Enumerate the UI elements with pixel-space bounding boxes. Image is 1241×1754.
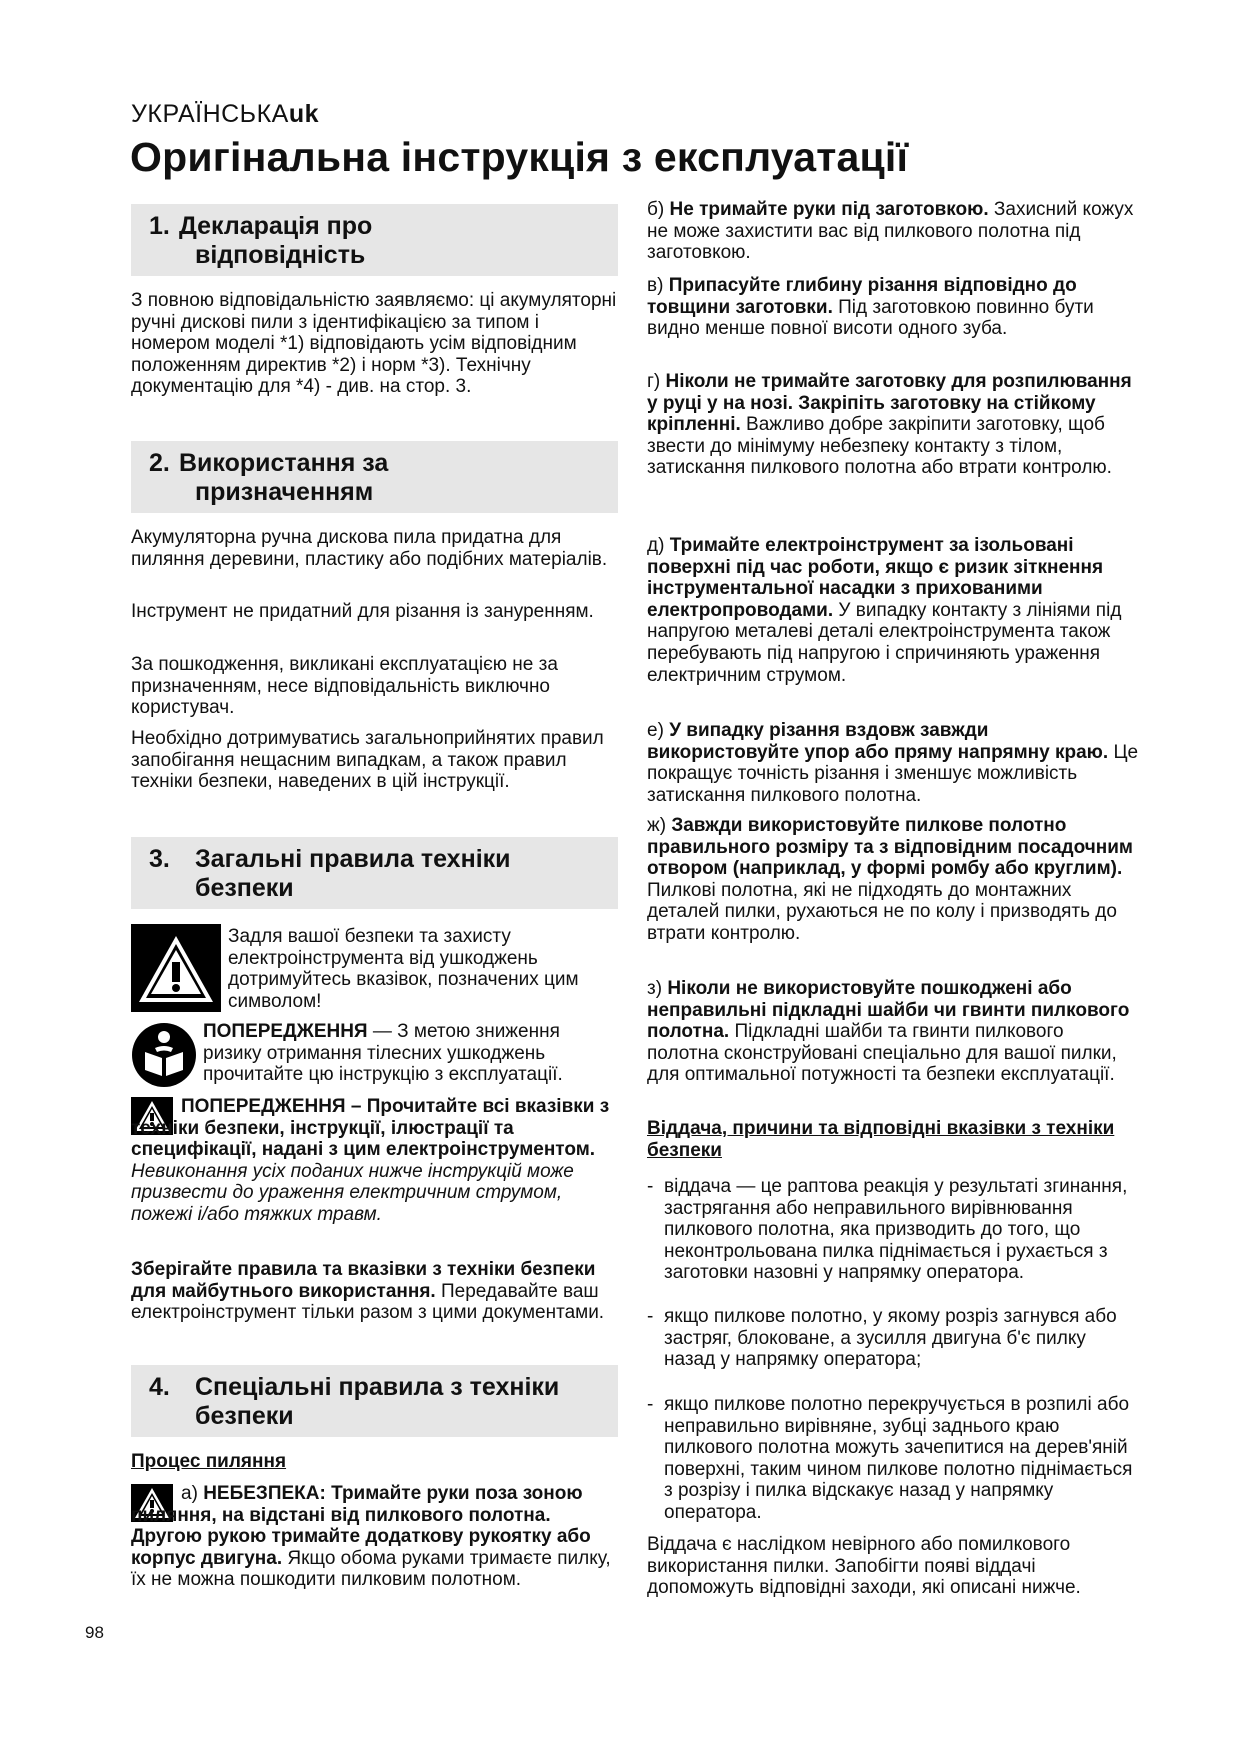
section-2-para-2: Інструмент не придатний для різання із зануренням. — [131, 601, 594, 622]
rule-zh: ж) Завжди використовуйте пилкове полотно правильного розміру та з відповідним посадочним отвором (наприклад, у формі ромбу або круглим). Пилкові полотна, які не підходять до монтажних деталей пилки, рухаються не по колу і призводять до втрати контролю. — [647, 815, 1133, 944]
page-number: 98 — [85, 1623, 104, 1642]
symbol-explanation: Задля вашої безпеки та захисту електроінструмента від ушкоджень дотримуйтесь вказівок, позначених цим символом! — [228, 926, 579, 1012]
read-manual-icon — [131, 1022, 197, 1088]
rule-g: г) Ніколи не тримайте заготовку для розпилювання у руці у на нозі. Закріпіть заготовку на стійкому кріпленні. Важливо добре закріпити заготовку, щоб звести до мінімуму небезпеку контакту з тілом, затискання пилкового полотна або втрати контролю. — [647, 371, 1132, 479]
bullet-3: - якщо пилкове полотно перекручується в розпилі або неправильно вирівняне, зубці заднього краю пилкового полотна можуть зачепитися на дерев'яній поверхні, таким чином пилкове полотно піднімається з розрізу і пилка відскакує назад у напрямку оператора. — [647, 1394, 1133, 1523]
section-4-heading: 4. Спеціальні правила з техніки безпеки — [131, 1365, 618, 1437]
process-heading: Процес пиляння — [131, 1451, 287, 1472]
rule-d: д) Тримайте електроінструмент за ізольовані поверхні під час роботи, якщо є ризик зіткнення інструментальної насадки з прихованими електропроводами. У випадку контакту з лініями під напругою металеві деталі електроінструмента також перебувають під напругою і спричиняють ураження електричним струмом. — [647, 535, 1122, 686]
section-2-para-4: Необхідно дотримуватись загальноприйнятих правил запобігання нещасним випадкам, а також правил техніки безпеки, наведених в цій інструкції. — [131, 728, 604, 793]
rule-e: е) У випадку різання вздовж завжди використовуйте упор або пряму напрямну краю. Це покращує точність різання і зменшує можливість затискання пилкового полотна. — [647, 720, 1139, 806]
warning-read-all: ПОПЕРЕДЖЕННЯ – Прочитайте всі вказівки з техніки безпеки, інструкції, ілюстрації та специфікації, надані з цим електроінструментом. Невиконання усіх поданих нижче інструкцій може призвести до ураження електричним струмом, пожежі і/або тяжких травм. — [131, 1096, 610, 1225]
keep-instructions: Зберігайте правила та вказівки з техніки безпеки для майбутнього використання. Передавайте ваш електроінструмент тільки разом з цими документами. — [131, 1259, 605, 1324]
bullet-1: - віддача — це раптова реакція у результаті згинання, застрягання або неправильного вирівнювання пилкового полотна, яка призводить до того, що неконтрольована пилка піднімається і рухається з заготовки назовні у напрямку оператора. — [647, 1176, 1128, 1284]
language-label: УКРАЇНСЬКАuk — [131, 100, 320, 128]
rule-z: з) Ніколи не використовуйте пошкоджені або неправильні підкладні шайби чи гвинти пилкового полотна. Підкладні шайби та гвинти пилкового полотна сконструйовані спеціально для вашої пилки, для оптимальної потужності та безпеки експлуатації. — [647, 978, 1130, 1086]
rule-b: б) Не тримайте руки під заготовкою. Захисний кожух не може захистити вас від пилкового полотна під заготовкою. — [647, 199, 1134, 264]
bullet-2: - якщо пилкове полотно, у якому розріз загнувся або застряг, блоковане, а зусилля двигуна б'є пилку назад у напрямку оператора; — [647, 1306, 1117, 1371]
page-title: Оригінальна інструкція з експлуатації — [130, 134, 909, 180]
kickback-conclusion: Віддача є наслідком невірного або помилкового використання пилки. Запобігти появі віддачі допоможуть відповідні заходи, які описані нижче. — [647, 1534, 1081, 1599]
warning-read-manual: ПОПЕРЕДЖЕННЯ — З метою зниження ризику отримання тілесних ушкоджень прочитайте цю інструкцію з експлуатації. — [203, 1021, 563, 1086]
section-1-heading: 1. Декларація про відповідність — [131, 204, 618, 276]
section-2-para-1: Акумуляторна ручна дискова пила придатна для пиляння деревини, пластику або подібних матеріалів. — [131, 527, 608, 570]
section-3-heading: 3. Загальні правила техніки безпеки — [131, 837, 618, 909]
rule-v: в) Припасуйте глибину різання відповідно до товщини заготовки. Під заготовкою повинно бути видно менше повної висоти одного зуба. — [647, 275, 1094, 340]
section-2-heading: 2. Використання за призначенням — [131, 441, 618, 513]
section-2-para-3: За пошкодження, викликані експлуатацією не за призначенням, несе відповідальність виключно користувач. — [131, 654, 558, 719]
kickback-heading: Віддача, причини та відповідні вказівки з техніки безпеки — [647, 1118, 1115, 1161]
section-1-text: З повною відповідальністю заявляємо: ці акумуляторні ручні дискові пили з ідентифікацією за типом і номером моделі *1) відповідають усім відповідним положенням директив *2) і норм *3). Технічну документацію для *4) - див. на стор. 3. — [131, 290, 617, 398]
rule-a: а) НЕБЕЗПЕКА: Тримайте руки поза зоною пиляння, на відстані від пилкового полотна. Другою рукою тримайте додаткову рукоятку або корпус двигуна. Якщо обома руками тримаєте пилку, їх не можна пошкодити пилковим полотном. — [131, 1483, 611, 1591]
warning-triangle-icon — [131, 924, 221, 1012]
